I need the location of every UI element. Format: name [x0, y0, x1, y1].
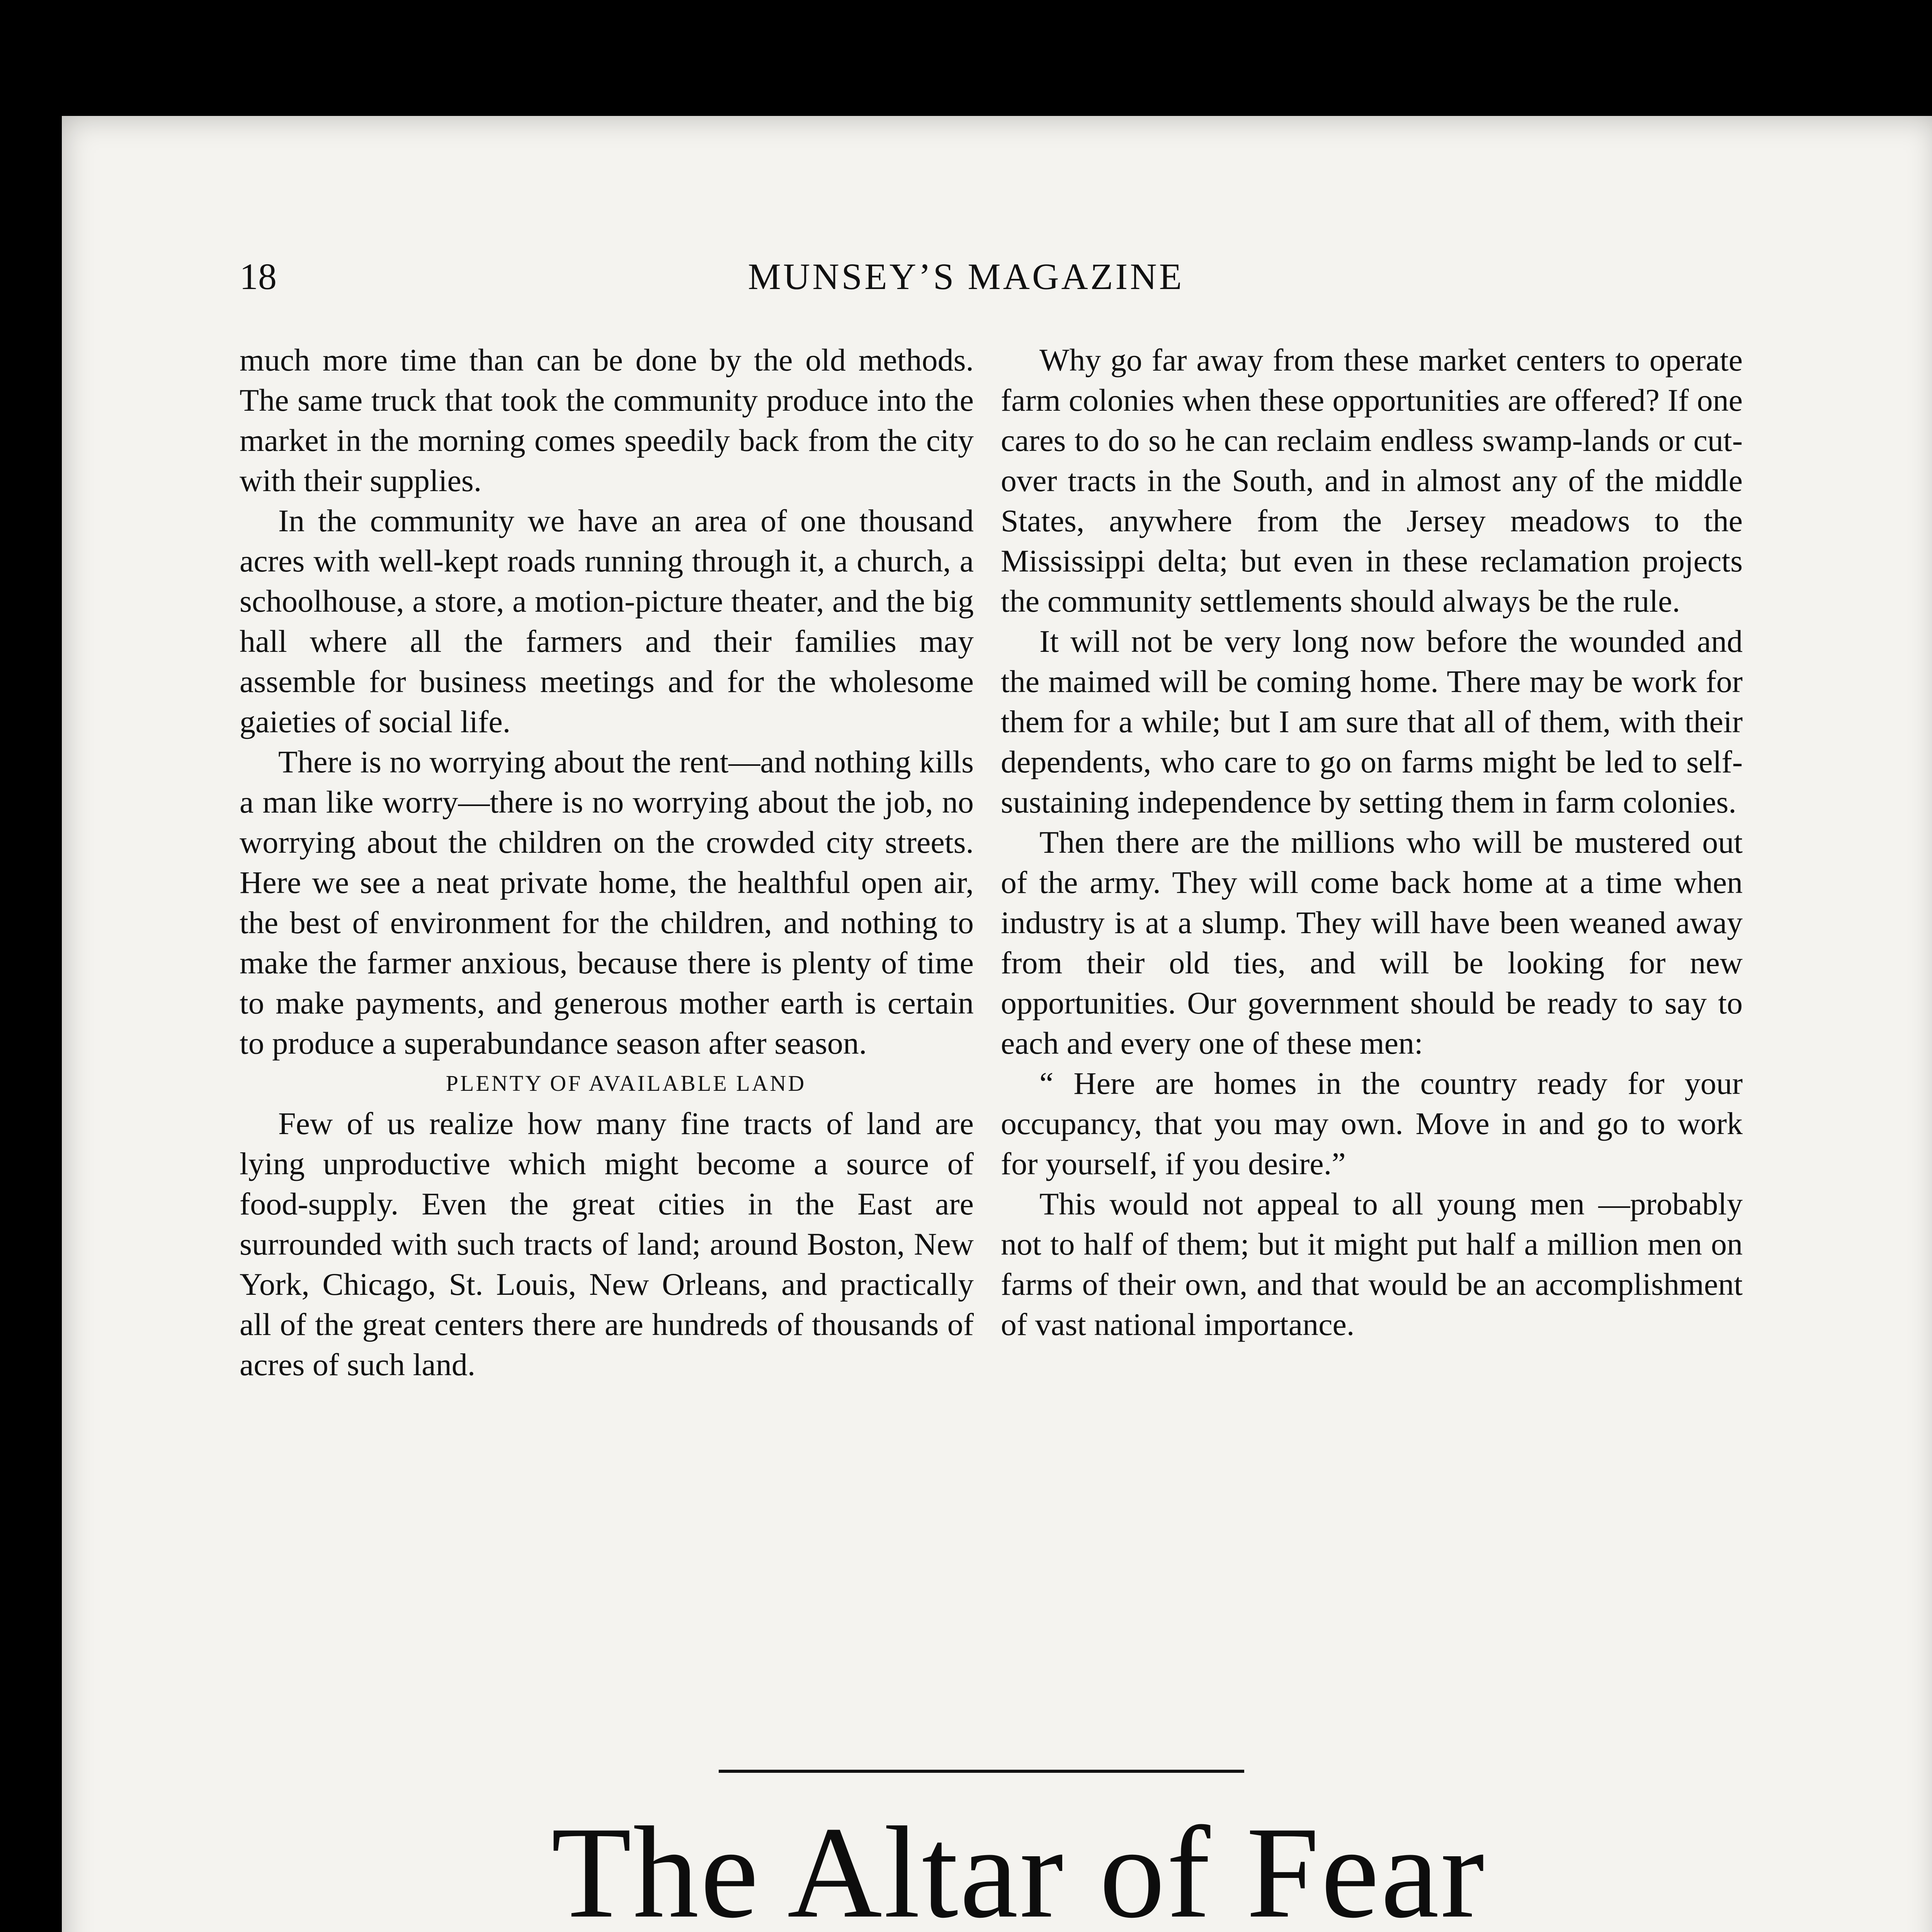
right-column-top — [1001, 340, 1743, 1345]
section-divider-rule — [719, 1770, 1244, 1773]
paragraph: This would not appeal to all young men —probably not to half of them; but it might put half a million men on farms of their own, and that would be an accomplishment of vast national importance. — [1001, 1186, 1743, 1342]
paragraph: Few of us realize how many fine tracts of land are lying unproductive which might become a source of food-supply. Even the great cities in the East are surrounded with such tracts of land; around Boston, New York, Chicago, St. Louis, New Orleans, and practically all of the great centers there are hundreds of thousands of acres of such land. — [240, 1106, 974, 1382]
section-subheading: PLENTY OF AVAILABLE LAND — [446, 1071, 806, 1096]
paragraph: It will not be very long now before the wounded and the maimed will be coming home. There may be work for them for a while; but I am sure that all of them, with their dependents, who care to go on farms might be led to self-sustaining independence by setting them in farm colonies. — [1001, 624, 1743, 820]
page-number: 18 — [240, 256, 277, 297]
paragraph: much more time than can be done by the old methods. The same truck that took the community produce into the market in the morning comes speedily back from the city with their supplies. — [240, 342, 974, 498]
left-column-top — [240, 340, 974, 1385]
paragraph: Why go far away from these market centers to operate farm colonies when these opportunities are offered? If one cares to do so he can reclaim endless swamp-lands or cut-over tracts in the South, and in almost any of the middle States, anywhere from the Jersey meadows to the Mississippi delta; but even in these reclamation projects the community settlements should always be the rule. — [1001, 342, 1743, 619]
running-header — [178, 247, 1607, 301]
paragraph: Then there are the millions who will be mustered out of the army. They will come back home at a time when industry is at a slump. They will have been weaned away from their old ties, and will be looking for new opportunities. Our government should be ready to say to each and every one of these men: — [1001, 825, 1743, 1061]
paragraph: “ Here are homes in the country ready for your occupancy, that you may own. Move in and go to work for yourself, if you desire.” — [1001, 1066, 1743, 1181]
paragraph: There is no worrying about the rent—and nothing kills a man like worry—there is no worrying about the job, no worrying about the children on the crowded city streets. Here we see a neat private home, the healthful open air, the best of environment for the children, and nothing to make the farmer anxious, because there is plenty of time to make payments, and generous mother earth is certain to produce a superabundance season after season. — [240, 744, 974, 1061]
story-title: The Altar of Fear — [551, 1799, 1486, 1932]
paragraph: In the community we have an area of one thousand acres with well-kept roads running through it, a church, a schoolhouse, a store, a motion-picture theater, and the big hall where all the farmers and their families may assemble for business meetings and for the wholesome gaieties of social life. — [240, 503, 974, 739]
magazine-title: MUNSEY’S MAGAZINE — [748, 256, 1184, 297]
